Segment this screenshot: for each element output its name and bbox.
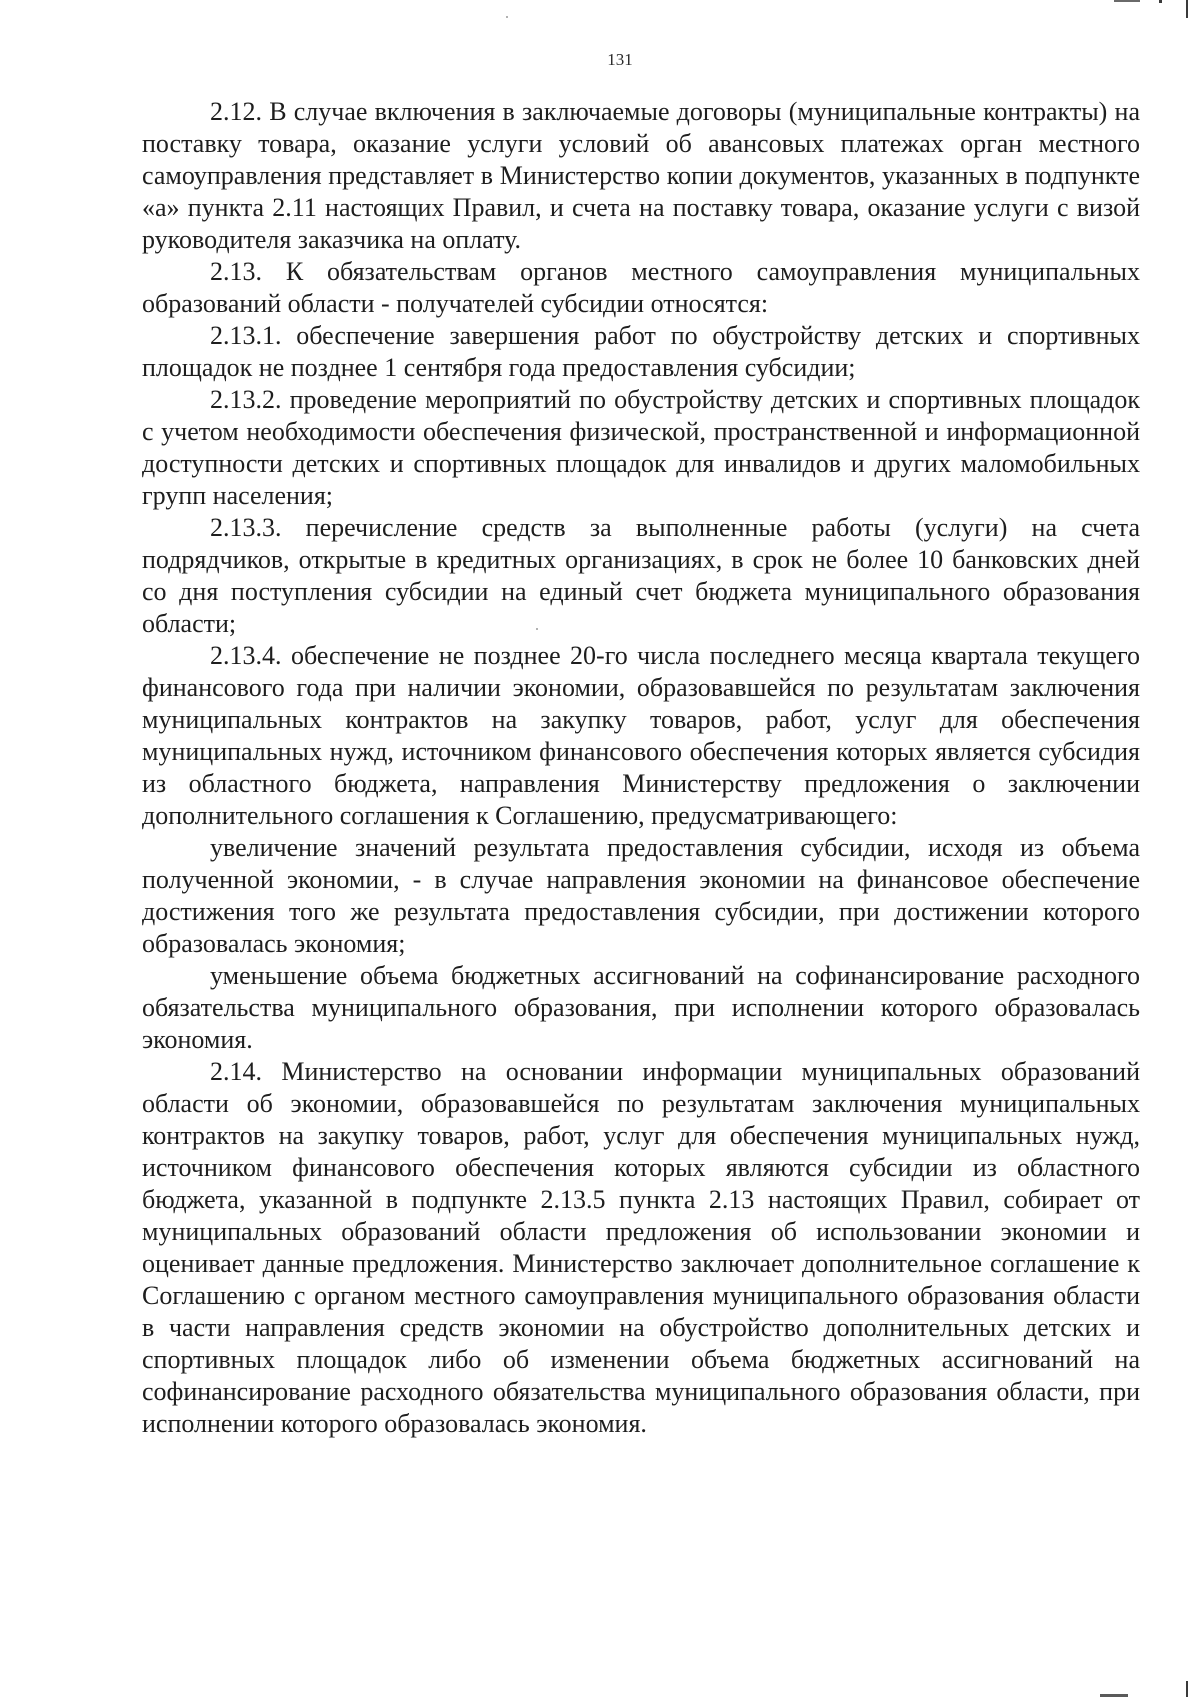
scan-edge-mark bbox=[1186, 1681, 1188, 1697]
paragraph-2-12: 2.12. В случае включения в заключаемые договоры (муниципальные контракты) на поставку товара, оказание услуги условий об авансовых платежах орган местного самоуправления представляет в Министерство копии документов, указанных в подпункте «а» пункта 2.11 настоящих Правил, и счета на поставку товара, оказание услуги с визой руководителя заказчика на оплату. bbox=[142, 97, 1140, 254]
paragraph-2-13-4: 2.13.4. обеспечение не позднее 20-го числа последнего месяца квартала текущего финансового года при наличии экономии, образовавшейся по результатам заключения муниципальных контрактов на закупку товаров, работ, услуг для обеспечения муниципальных нужд, источником финансового обеспечения которых является субсидия из областного бюджета, направления Министерству предложения о заключении дополнительного соглашения к Соглашению, предусматривающего: bbox=[142, 641, 1140, 830]
scan-edge-mark bbox=[1159, 0, 1162, 3]
paragraph-2-13-1: 2.13.1. обеспечение завершения работ по обустройству детских и спортивных площадок не позднее 1 сентября года предоставления субсидии; bbox=[142, 321, 1140, 382]
paragraph-2-13: 2.13. К обязательствам органов местного самоуправления муниципальных образований области - получателей субсидии относятся: bbox=[142, 257, 1140, 318]
paragraph-2-13-3: 2.13.3. перечисление средств за выполненные работы (услуги) на счета подрядчиков, открытые в кредитных организациях, в срок не более 10 банковских дней со дня поступления субсидии на единый счет бюджета муниципального образования области; bbox=[142, 513, 1140, 638]
scan-edge-mark bbox=[1186, 0, 1188, 18]
paragraph-increase-clause: увеличение значений результата предоставления субсидии, исходя из объема полученной экономии, - в случае направления экономии на финансовое обеспечение достижения того же результата предоставления субсидии, при достижении которого образовалась экономия; bbox=[142, 833, 1140, 958]
scan-speck bbox=[506, 16, 508, 18]
scan-edge-mark bbox=[1114, 0, 1140, 2]
paragraph-2-14: 2.14. Министерство на основании информации муниципальных образований области об экономии, образовавшейся по результатам заключения муниципальных контрактов на закупку товаров, работ, услуг для обеспечения муниципальных нужд, источником финансового обеспечения которых являются субсидии из областного бюджета, указанной в подпункте 2.13.5 пункта 2.13 настоящих Правил, собирает от муниципальных образований области предложения об использовании экономии и оценивает данные предложения. Министерство заключает дополнительное соглашение к Соглашению с органом местного самоуправления муниципального образования области в части направления средств экономии на обустройство дополнительных детских и спортивных площадок либо об изменении объема бюджетных ассигнований на софинансирование расходного обязательства муниципального образования области, при исполнении которого образовалась экономия. bbox=[142, 1057, 1140, 1438]
paragraph-decrease-clause: уменьшение объема бюджетных ассигнований на софинансирование расходного обязательства муниципального образования, при исполнении которого образовалась экономия. bbox=[142, 961, 1140, 1054]
document-body bbox=[142, 96, 1140, 1440]
page-number: 131 bbox=[607, 50, 633, 69]
paragraph-2-13-2: 2.13.2. проведение мероприятий по обустройству детских и спортивных площадок с учетом необходимости обеспечения физической, пространственной и информационной доступности детских и спортивных площадок для инвалидов и других маломобильных групп населения; bbox=[142, 385, 1140, 510]
